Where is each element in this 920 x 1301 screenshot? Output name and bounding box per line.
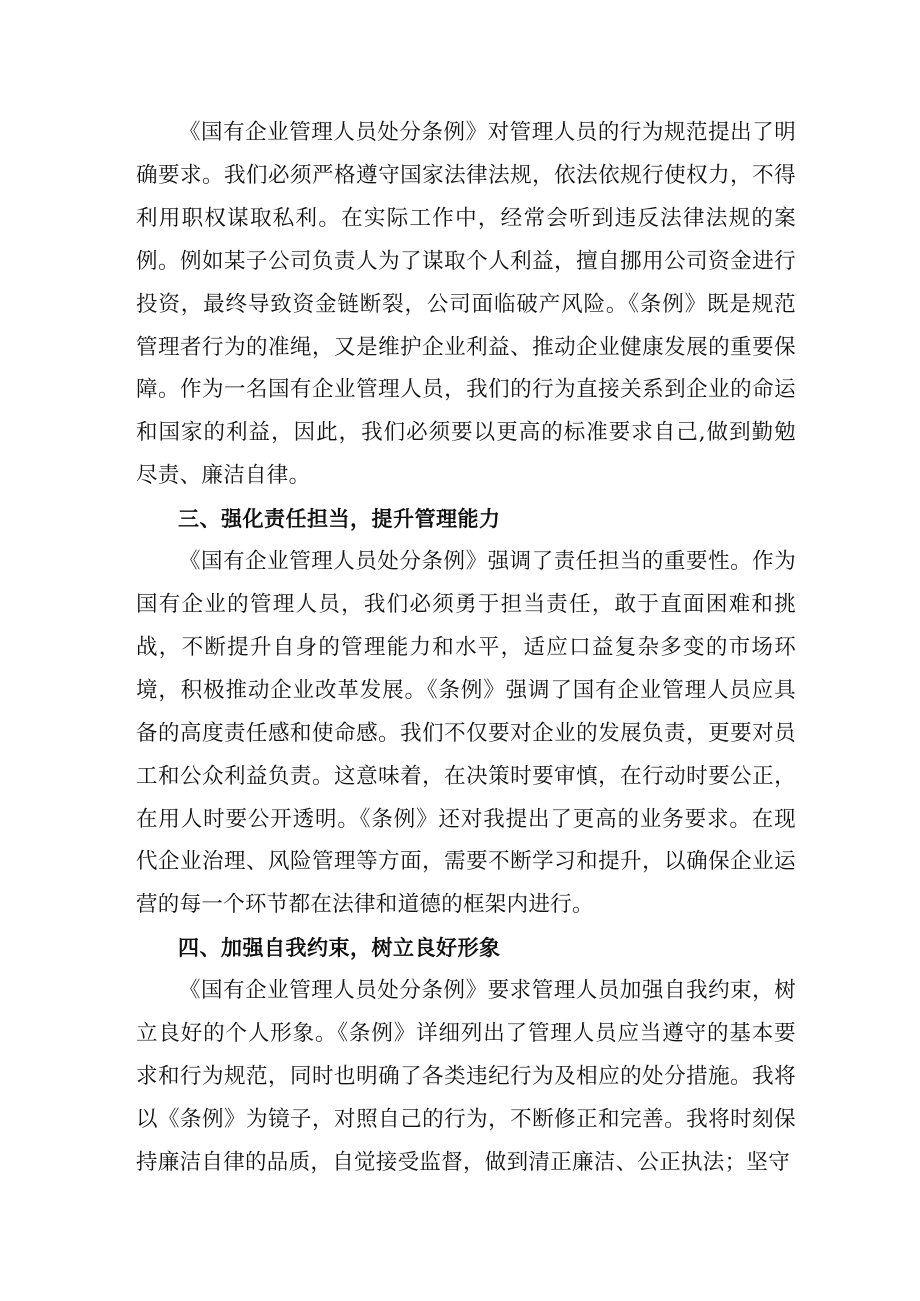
body-paragraph: 《国有企业管理人员处分条例》强调了责任担当的重要性。作为国有企业的管理人员，我们必须勇于担当责任，敢于直面困难和挑战，不断提升自身的管理能力和水平，适应口益复杂多变的市场环境，积极推动企业改革发展。《条例》强调了国有企业管理人员应具备的高度责任感和使命感。我们不仅要对企业的发展负责，更要对员工和公众利益负责。这意味着，在决策时要审慎，在行动时要公正，在用人时要公开透明。《条例》还对我提出了更高的业务要求。在现代企业治理、风险管理等方面，需要不断学习和提升，以确保企业运营的每一个环节都在法律和道德的框架内进行。 <box>136 549 796 918</box>
body-paragraph: 《国有企业管理人员处分条例》要求管理人员加强自我约束，树立良好的个人形象。《条例》详细列出了管理人员应当遵守的基本要求和行为规范，同时也明确了各类违纪行为及相应的处分措施。我将以《条例》为镜子，对照自己的行为，不断修正和完善。我将时刻保持廉洁自律的品质，自觉接受监督，做到清正廉洁、公正执法；坚守 <box>136 978 796 1175</box>
document-body <box>136 112 796 1185</box>
section-heading: 三、强化责任担当，提升管理能力 <box>178 507 501 532</box>
section-heading: 四、加强自我约束，树立良好形象 <box>178 936 501 961</box>
body-paragraph: 《国有企业管理人员处分条例》对管理人员的行为规范提出了明确要求。我们必须严格遵守国家法律法规，依法依规行使权力，不得利用职权谋取私利。在实际工作中，经常会听到违反法律法规的案例。例如某子公司负责人为了谋取个人利益，擅自挪用公司资金进行投资，最终导致资金链断裂，公司面临破产风险。《条例》既是规范管理者行为的准绳，又是维护企业利益、推动企业健康发展的重要保障。作为一名国有企业管理人员，我们的行为直接关系到企业的命运和国家的利益，因此，我们必须要以更高的标准要求自己,做到勤勉尽责、廉洁自律。 <box>136 120 796 489</box>
